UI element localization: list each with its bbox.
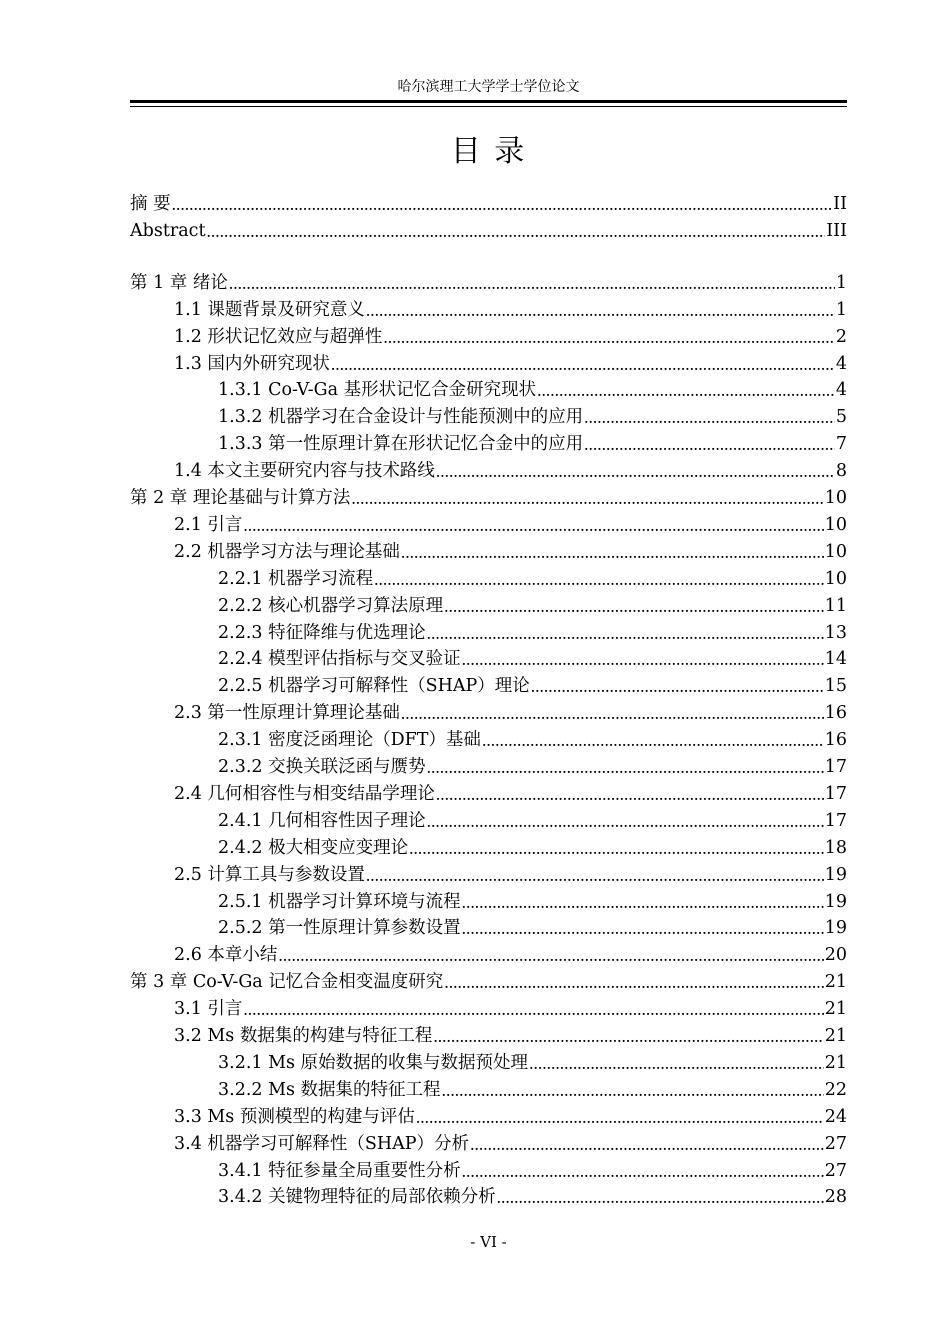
toc-entry-label: 2.2.2 核心机器学习算法原理 xyxy=(218,595,444,616)
toc-entry-label: 2.4.1 几何相容性因子理论 xyxy=(218,810,426,831)
page-number: - VI - xyxy=(470,1233,507,1251)
toc-entry[interactable] xyxy=(130,859,847,886)
toc-page-number: 20 xyxy=(824,945,847,966)
toc-page-number: 21 xyxy=(824,972,847,993)
toc-page-number: 24 xyxy=(824,1106,847,1127)
toc-leader-dots xyxy=(497,1186,824,1208)
toc-entry-label: 3.3 Ms 预测模型的构建与评估 xyxy=(174,1106,415,1127)
toc-entry[interactable] xyxy=(130,267,847,294)
toc-entry-label: 第 2 章 理论基础与计算方法 xyxy=(130,488,351,508)
toc-page-number: 2 xyxy=(835,326,847,347)
toc-entry-label: 第 3 章 Co-V-Ga 记忆合金相变温度研究 xyxy=(130,972,444,993)
toc-leader-dots xyxy=(584,433,835,455)
toc-leader-dots xyxy=(427,810,824,832)
toc-entry[interactable] xyxy=(130,348,847,375)
toc-entry[interactable] xyxy=(130,912,847,939)
toc-entry-label: 1.4 本文主要研究内容与技术路线 xyxy=(174,461,435,482)
toc-entry-label: 2.2.1 机器学习流程 xyxy=(218,568,374,589)
toc-entry[interactable] xyxy=(130,428,847,455)
toc-entry[interactable] xyxy=(130,939,847,966)
toc-entry-label: 2.3.2 交换关联泛函与赝势 xyxy=(218,757,426,777)
toc-entry-label: 第 1 章 绪论 xyxy=(130,272,228,293)
toc-leader-dots xyxy=(401,702,824,724)
toc-entry-label: 2.4.2 极大相变应变理论 xyxy=(218,837,409,858)
toc-page-number: 22 xyxy=(824,1079,847,1100)
header-rule-thin xyxy=(130,106,847,107)
toc-page-number: 18 xyxy=(824,837,847,858)
toc-page-number: 15 xyxy=(824,676,847,697)
toc-leader-dots xyxy=(444,971,823,993)
toc-leader-dots xyxy=(229,272,835,294)
toc-page-number: 17 xyxy=(824,810,847,831)
toc-entry[interactable] xyxy=(130,455,847,482)
toc-page-number: 4 xyxy=(835,380,847,401)
toc-leader-dots xyxy=(278,944,823,966)
running-header: 哈尔滨理工大学学士学位论文 xyxy=(397,79,580,95)
toc-entry-label: 3.2.1 Ms 原始数据的收集与数据预处理 xyxy=(218,1052,529,1073)
toc-page-number: 10 xyxy=(824,568,847,589)
toc-leader-dots xyxy=(482,729,824,751)
toc-page-number: 19 xyxy=(824,891,847,912)
toc-page-number: 8 xyxy=(835,461,847,482)
toc-page-number: 14 xyxy=(824,649,847,670)
toc-page-number: 10 xyxy=(824,488,847,508)
toc-leader-dots xyxy=(529,1052,824,1074)
toc-entry[interactable] xyxy=(130,697,847,724)
toc-leader-dots xyxy=(584,406,835,428)
toc-leader-dots xyxy=(351,487,823,509)
toc-page-number: III xyxy=(826,220,847,241)
toc-entry[interactable] xyxy=(130,832,847,859)
toc-page-number: 7 xyxy=(835,434,847,455)
toc-entry-label: 2.2.4 模型评估指标与交叉验证 xyxy=(218,649,461,670)
toc-page-number: 28 xyxy=(824,1187,847,1208)
toc-entry[interactable] xyxy=(130,1074,847,1101)
toc-page-number: 17 xyxy=(824,757,847,777)
toc-leader-dots xyxy=(374,568,824,590)
toc-page-number: 16 xyxy=(824,730,847,751)
toc-entry[interactable] xyxy=(130,617,847,644)
toc-leader-dots xyxy=(172,193,833,215)
toc-entry[interactable] xyxy=(130,590,847,617)
toc-page-number: 11 xyxy=(824,595,847,616)
header-rule-thick xyxy=(130,100,847,103)
toc-entry-label: 2.3 第一性原理计算理论基础 xyxy=(174,703,400,724)
toc-entry[interactable] xyxy=(130,321,847,348)
toc-page-number: 13 xyxy=(824,622,847,643)
toc-leader-dots xyxy=(383,326,834,348)
toc-page-number: II xyxy=(833,194,847,214)
toc-leader-dots xyxy=(462,891,824,913)
toc-leader-dots xyxy=(462,648,824,670)
toc-leader-dots xyxy=(401,541,824,563)
toc-entry-label: 摘 要 xyxy=(130,194,171,214)
toc-entry-label: 1.2 形状记忆效应与超弹性 xyxy=(174,326,383,347)
toc-page-number: 27 xyxy=(824,1160,847,1181)
toc-leader-dots xyxy=(462,1160,824,1182)
toc-entry-label: 2.2.5 机器学习可解释性（SHAP）理论 xyxy=(218,676,530,697)
toc-entry[interactable] xyxy=(130,1155,847,1182)
toc-entry-label: 1.3.1 Co-V-Ga 基形状记忆合金研究现状 xyxy=(218,380,537,401)
toc-leader-dots xyxy=(537,379,835,401)
toc-entry[interactable] xyxy=(130,1128,847,1155)
toc-leader-dots xyxy=(444,595,824,617)
toc-entry-label: 3.1 引言 xyxy=(174,999,243,1020)
toc-entry[interactable] xyxy=(130,751,847,778)
toc-page-number: 17 xyxy=(824,783,847,804)
toc-page-number: 4 xyxy=(835,353,847,374)
toc-entry[interactable] xyxy=(130,778,847,805)
toc-entry-label: 2.4 几何相容性与相变结晶学理论 xyxy=(174,783,435,804)
toc-entry-label: 2.3.1 密度泛函理论（DFT）基础 xyxy=(218,730,481,751)
toc-leader-dots xyxy=(243,514,823,536)
toc-entry[interactable] xyxy=(130,509,847,536)
toc-page-number: 5 xyxy=(835,407,847,428)
toc-entry[interactable] xyxy=(130,643,847,670)
toc-leader-dots xyxy=(436,783,824,805)
toc-leader-dots xyxy=(366,864,824,886)
toc-page-number: 10 xyxy=(824,541,847,562)
toc-leader-dots xyxy=(442,1079,824,1101)
toc-entry[interactable] xyxy=(130,724,847,751)
toc-entry-label: 2.5 计算工具与参数设置 xyxy=(174,864,365,885)
toc-leader-dots xyxy=(470,1133,824,1155)
toc-entry[interactable] xyxy=(130,1101,847,1128)
page-title: 目 录 xyxy=(450,134,527,169)
toc-leader-dots xyxy=(409,837,824,859)
toc-page-number: 16 xyxy=(824,703,847,724)
toc-entry-label: 2.5.1 机器学习计算环境与流程 xyxy=(218,891,461,912)
toc-entry[interactable] xyxy=(130,482,847,509)
toc-entry[interactable] xyxy=(130,563,847,590)
toc-entry-label: 1.3.3 第一性原理计算在形状记忆合金中的应用 xyxy=(218,434,584,455)
toc-leader-dots xyxy=(366,299,835,321)
toc-leader-dots xyxy=(207,220,826,242)
toc-leader-dots xyxy=(462,917,824,939)
toc-page-number: 1 xyxy=(835,299,847,320)
toc-entry-label: 2.5.2 第一性原理计算参数设置 xyxy=(218,918,461,939)
toc-page-number: 1 xyxy=(835,272,847,293)
toc-entry-label: 3.4.2 关键物理特征的局部依赖分析 xyxy=(218,1187,496,1208)
toc-entry-label: 3.4.1 特征参量全局重要性分析 xyxy=(218,1160,461,1181)
toc-entry[interactable] xyxy=(130,1181,847,1208)
toc-entry[interactable] xyxy=(130,966,847,993)
toc-leader-dots xyxy=(433,1025,823,1047)
toc-page-number: 21 xyxy=(824,999,847,1020)
toc-entry-label: 2.2 机器学习方法与理论基础 xyxy=(174,541,400,562)
toc-entry-label: 3.2.2 Ms 数据集的特征工程 xyxy=(218,1079,441,1100)
toc-entry[interactable] xyxy=(130,1047,847,1074)
toc-entry-label: 2.6 本章小结 xyxy=(174,945,278,966)
toc-entry[interactable] xyxy=(130,1020,847,1047)
toc-page-number: 10 xyxy=(824,514,847,535)
toc-leader-dots xyxy=(531,675,824,697)
toc-entry[interactable] xyxy=(130,374,847,401)
toc-entry-label: 3.2 Ms 数据集的构建与特征工程 xyxy=(174,1026,433,1046)
toc-entry-label: 3.4 机器学习可解释性（SHAP）分析 xyxy=(174,1133,470,1154)
toc-page-number: 21 xyxy=(824,1052,847,1073)
toc-entry[interactable] xyxy=(130,670,847,697)
toc-entry[interactable] xyxy=(130,215,847,242)
toc-leader-dots xyxy=(427,756,824,778)
toc-entry[interactable] xyxy=(130,294,847,321)
toc-entry-label: 1.1 课题背景及研究意义 xyxy=(174,299,365,320)
toc-entry-label: 2.2.3 特征降维与优选理论 xyxy=(218,622,426,643)
toc-entry[interactable] xyxy=(130,886,847,913)
toc-leader-dots xyxy=(331,353,835,375)
toc-leader-dots xyxy=(427,622,824,644)
toc-leader-dots xyxy=(416,1106,824,1128)
toc-leader-dots xyxy=(243,998,823,1020)
toc-page-number: 19 xyxy=(824,864,847,885)
toc-page-number: 27 xyxy=(824,1133,847,1154)
toc-entry-label: 2.1 引言 xyxy=(174,514,243,535)
toc-entry-label: 1.3.2 机器学习在合金设计与性能预测中的应用 xyxy=(218,407,584,428)
toc-entry[interactable] xyxy=(130,805,847,832)
toc-entry[interactable] xyxy=(130,993,847,1020)
toc-entry[interactable] xyxy=(130,536,847,563)
toc-page-number: 21 xyxy=(824,1026,847,1046)
toc-entry[interactable] xyxy=(130,188,847,215)
toc-entry-label: Abstract xyxy=(130,220,206,241)
toc-entry[interactable] xyxy=(130,401,847,428)
toc-entry-label: 1.3 国内外研究现状 xyxy=(174,353,330,374)
toc-leader-dots xyxy=(436,460,835,482)
toc-page-number: 19 xyxy=(824,918,847,939)
